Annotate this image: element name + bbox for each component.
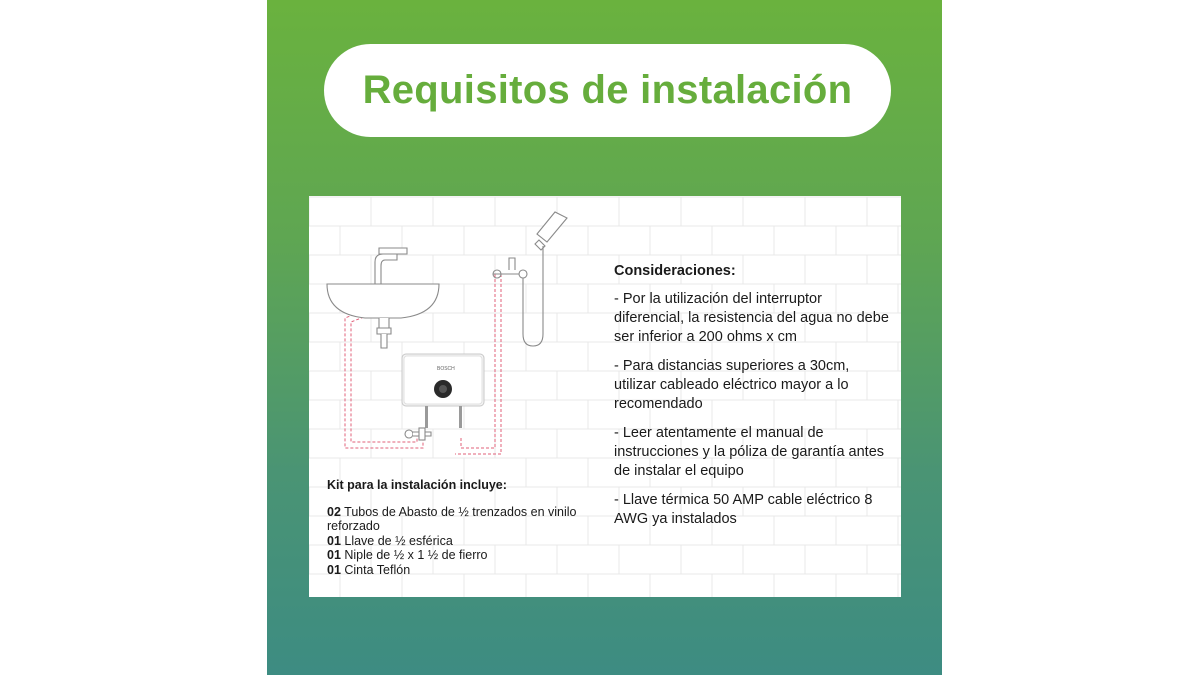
consideration-item: - Leer atentamente el manual de instrucciones y la póliza de garantía antes de instalar el equipo <box>614 425 885 479</box>
heater-brand-mark: BOSCH <box>437 366 455 372</box>
consideration-item: - Para distancias superiores a 30cm, utilizar cableado eléctrico mayor a lo recomendado <box>614 358 850 412</box>
kit-title: Kit para la instalación incluye: <box>327 478 507 492</box>
considerations-section <box>614 262 889 539</box>
sink-icon <box>327 284 439 348</box>
consideration-item: - Por la utilización del interruptor diferencial, la resistencia del agua no debe ser inferior a 200 ohms x cm <box>614 291 889 345</box>
kit-item-qty: 01 <box>327 533 341 548</box>
consideration-item: - Llave térmica 50 AMP cable eléctrico 8 AWG ya instalados <box>614 492 873 527</box>
considerations-title: Consideraciones: <box>614 263 736 279</box>
info-card <box>309 196 901 597</box>
kit-item-text: Niple de ½ x 1 ½ de fierro <box>340 548 488 562</box>
kit-item-qty: 01 <box>327 548 341 562</box>
kit-item <box>327 534 587 549</box>
valve-icon <box>405 428 431 440</box>
kit-item-qty: 02 <box>327 504 341 519</box>
title-pill <box>324 44 891 137</box>
kit-item-text: Tubos de Abasto de ½ trenzados en vinilo reforzado <box>327 504 577 533</box>
kit-item-text: Cinta Teflón <box>340 562 411 577</box>
page-title: Requisitos de instalación <box>362 68 853 112</box>
water-heater-icon <box>402 354 484 428</box>
installation-illustration <box>309 196 609 476</box>
kit-item <box>327 505 587 534</box>
kit-item-text: Llave de ½ esférica <box>340 533 453 548</box>
kit-item-qty: 01 <box>327 562 341 577</box>
kit-section <box>327 478 587 577</box>
kit-item <box>327 563 587 578</box>
kit-item <box>327 548 587 563</box>
faucet-icon <box>375 248 407 284</box>
shower-icon <box>493 212 567 346</box>
